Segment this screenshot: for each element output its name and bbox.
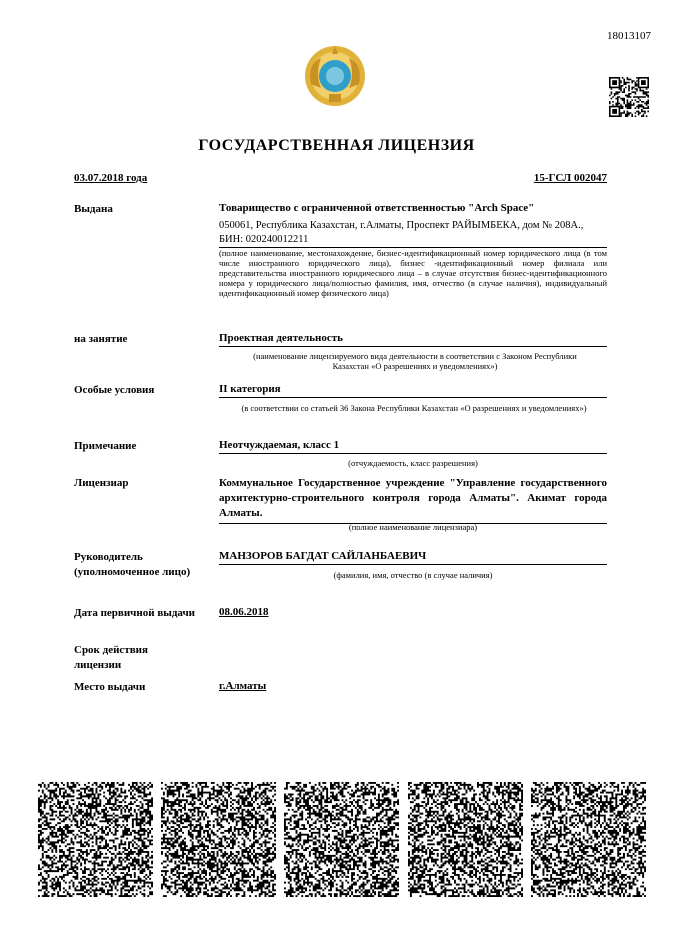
licensor-label: Лицензиар	[74, 477, 129, 489]
head-caption: (фамилия, имя, отчество (в случае наличия)	[333, 570, 493, 580]
licensor-caption: (полное наименование лицензиара)	[348, 522, 478, 532]
activity-label: на занятие	[74, 333, 128, 345]
qr-code-icon	[531, 782, 646, 897]
licensor-value: Коммунальное Государственное учреждение "Управление государственного архитектурно-строительного контроля города Алматы". Акимат города Алматы.	[219, 476, 607, 524]
page-title: ГОСУДАРСТВЕННАЯ ЛИЦЕНЗИЯ	[198, 137, 475, 154]
head-value: МАНЗОРОВ БАГДАТ САЙЛАНБАЕВИЧ	[219, 550, 607, 565]
first-issue-date: 08.06.2018	[219, 606, 269, 618]
activity-caption: (наименование лицензируемого вида деятельности в соответствии с Законом Республики Казахстан «О разрешениях и уведомлениях»)	[253, 351, 577, 371]
issue-date: 03.07.2018 года	[74, 172, 148, 184]
licensee-name: Товарищество с ограниченной ответственностью "Arch Space"	[219, 202, 535, 214]
conditions-value: II категория	[219, 383, 607, 398]
issued-label: Выдана	[74, 203, 113, 215]
activity-value: Проектная деятельность	[219, 332, 607, 347]
note-label: Примечание	[74, 440, 137, 452]
licensee-address: 050061, Республика Казахстан, г.Алматы, Проспект РАЙЫМБЕКА, дом № 208А., БИН: 020240012211	[219, 219, 607, 248]
validity-label-line2: лицензии	[74, 659, 122, 671]
head-label-line1: Руководитель	[74, 551, 143, 563]
place-value: г.Алматы	[219, 680, 267, 692]
license-number: 15-ГСЛ 002047	[533, 172, 607, 184]
document-number: 18013107	[607, 30, 651, 42]
head-label-line2: (уполномоченное лицо)	[74, 566, 191, 578]
note-caption: (отчуждаемость, класс разрешения)	[348, 458, 478, 468]
first-issue-label: Дата первичной выдачи	[74, 607, 196, 619]
place-label: Место выдачи	[74, 681, 146, 693]
conditions-caption: (в соответствии со статьей 36 Закона Республики Казахстан «О разрешениях и уведомлениях»)	[241, 403, 587, 413]
validity-label	[74, 643, 148, 673]
qr-code-icon	[38, 782, 153, 897]
validity-label-line1: Срок действия	[74, 644, 148, 656]
issued-caption: (полное наименование, местонахождение, бизнес-идентификационный номер юридического лица (в том числе иностранного юридического лица), бизнес -идентификационный номер филиала или представительства иностранного юридического лица – в случае отсутствия бизнес-идентификационного номера у юридического лица/полностью фамилия, имя, отчество (в случае наличия), индивидуальный идентификационный номер физического лица)	[219, 248, 607, 298]
qr-code-icon	[408, 782, 523, 897]
qr-code-icon	[609, 77, 649, 117]
kazakhstan-state-emblem-icon	[303, 44, 367, 108]
head-label	[74, 550, 190, 580]
qr-code-icon	[161, 782, 276, 897]
conditions-label: Особые условия	[74, 384, 155, 396]
qr-code-icon	[284, 782, 399, 897]
note-value: Неотчуждаемая, класс 1	[219, 439, 607, 454]
